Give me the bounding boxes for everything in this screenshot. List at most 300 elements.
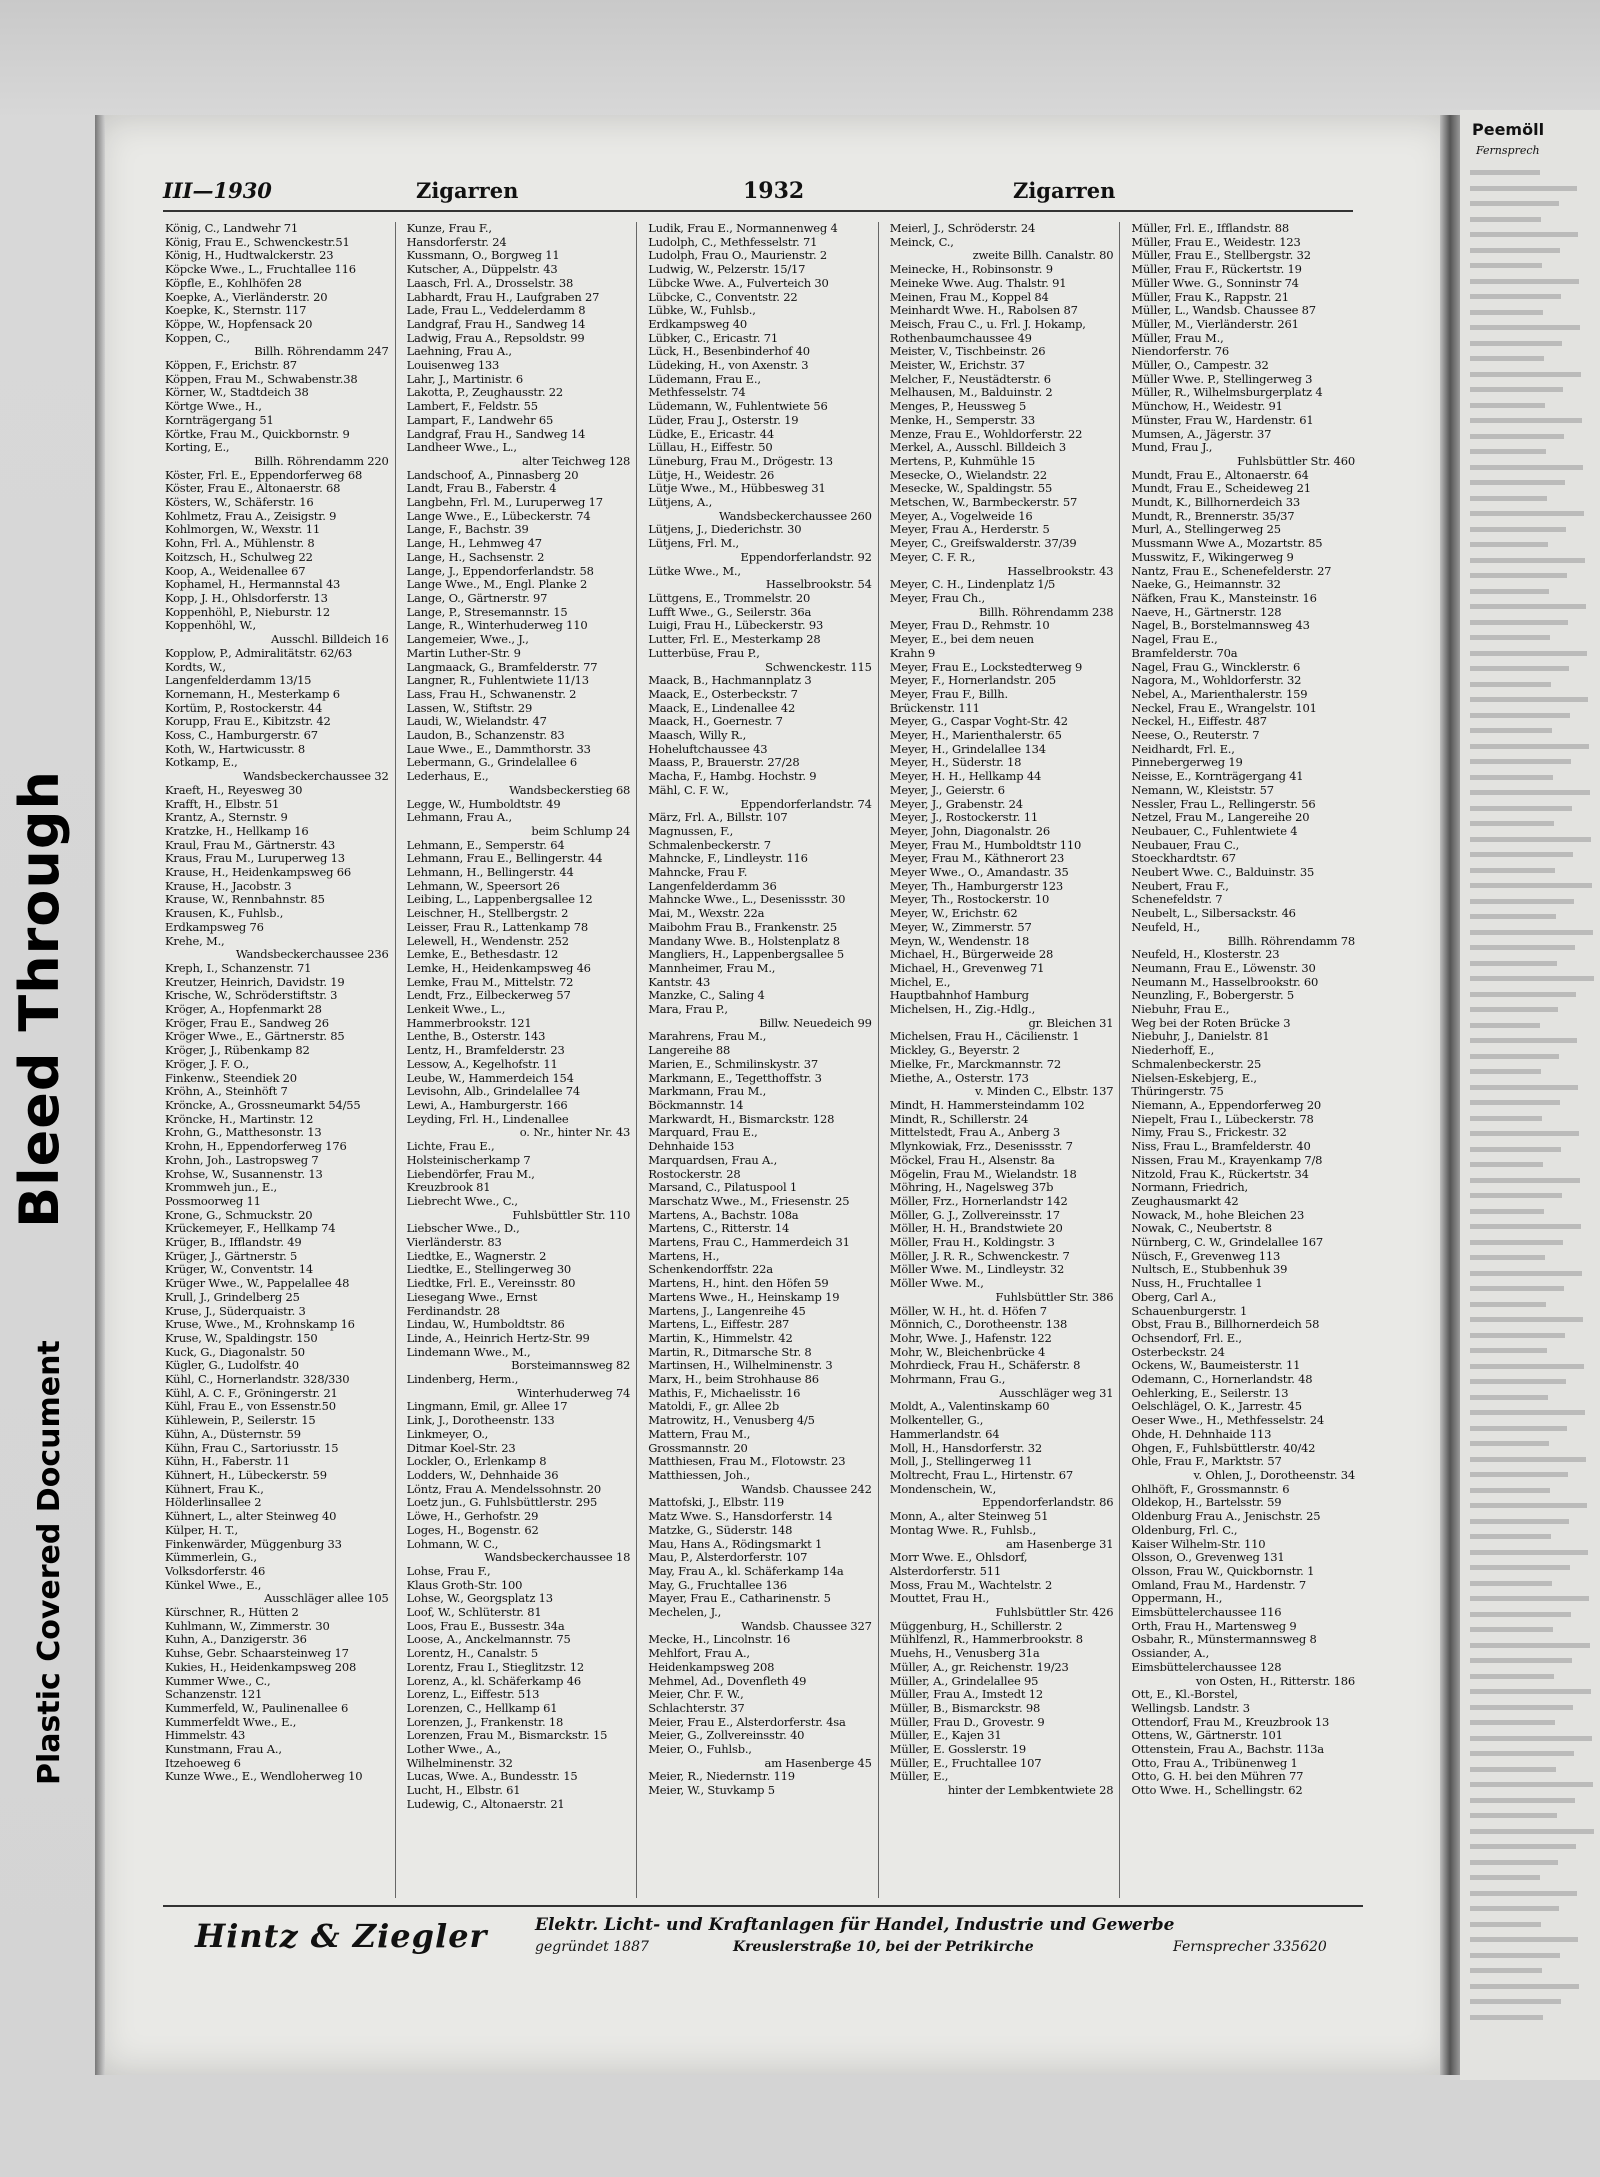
directory-entry: Grossmannstr. 20 xyxy=(648,1441,748,1455)
directory-entry: Lendt, Frz., Eilbeckerweg 57 xyxy=(406,989,571,1003)
directory-entry: Langemeier, Wwe., J., xyxy=(406,633,529,647)
directory-entry: Nitzold, Frau K., Rückertstr. 34 xyxy=(1131,1167,1309,1181)
adjacent-page-text-line xyxy=(1470,449,1546,454)
adjacent-page-text-line xyxy=(1470,325,1580,330)
directory-entry: Leyding, Frl. H., Lindenallee xyxy=(406,1112,569,1126)
directory-entry: Koppen, C., xyxy=(165,331,230,345)
directory-entry: Kummerfeld, W., Paulinenallee 6 xyxy=(165,1701,349,1715)
directory-entry: Mecke, H., Lincolnstr. 16 xyxy=(648,1633,791,1647)
directory-entry: Külper, H. T., xyxy=(165,1523,238,1537)
directory-entry: Olsson, Frau W., Quickbornstr. 1 xyxy=(1131,1564,1315,1578)
directory-entry: Maack, E., Osterbeckstr. 7 xyxy=(648,687,798,701)
directory-entry: Normann, Friedrich, xyxy=(1131,1181,1248,1195)
advertisement-banner xyxy=(163,1905,1363,1967)
directory-entry: Meyer, W., Erichstr. 62 xyxy=(889,907,1018,921)
directory-entry: Eimsbüttelerchaussee 128 xyxy=(1131,1660,1282,1674)
directory-entry: Schauenburgerstr. 1 xyxy=(1131,1304,1248,1318)
directory-entry: Meier, Frau E., Alsterdorferstr. 4sa xyxy=(648,1715,846,1729)
directory-entry: Mlynkowiak, Frz., Desenissstr. 7 xyxy=(889,1140,1073,1154)
directory-entry: Ochsendorf, Frl. E., xyxy=(1131,1331,1242,1345)
directory-entry: Schlachterstr. 37 xyxy=(648,1701,745,1715)
directory-entry: Matthiessen, Joh., xyxy=(648,1468,750,1482)
adjacent-page-text-line xyxy=(1470,1426,1567,1431)
directory-entry: Michael, H., Bürgerweide 28 xyxy=(889,948,1054,962)
adjacent-page-text-line xyxy=(1470,666,1569,671)
directory-entry: Mara, Frau P., xyxy=(648,1003,728,1017)
directory-entry: Mangliers, H., Lappenbergsallee 5 xyxy=(648,948,845,962)
directory-entry: Kraul, Frau M., Gärtnerstr. 43 xyxy=(165,838,336,852)
directory-entry: Müller, Frl. E., Ifflandstr. 88 xyxy=(1131,222,1289,235)
directory-entry: Neufeld, H., xyxy=(1131,920,1201,934)
directory-entry: Klaus Groth-Str. 100 xyxy=(406,1578,523,1592)
adjacent-page-text-line xyxy=(1470,403,1545,408)
directory-entry: Niebuhr, J., Danielstr. 81 xyxy=(1131,1030,1270,1044)
directory-entry: Mahncke Wwe., L., Desenissstr. 30 xyxy=(648,893,846,907)
directory-entry: Oeser Wwe., H., Methfesselstr. 24 xyxy=(1131,1414,1324,1428)
directory-entry: Marquardsen, Frau A., xyxy=(648,1153,778,1167)
adjacent-page-text-line xyxy=(1470,1643,1590,1648)
directory-entry: Melcher, F., Neustädterstr. 6 xyxy=(889,372,1051,386)
directory-entry: Liedtke, E., Wagnerstr. 2 xyxy=(406,1249,547,1263)
directory-entry: Lassen, W., Stiftstr. 29 xyxy=(406,701,533,715)
directory-entry: Krohn, G., Matthesonstr. 13 xyxy=(165,1126,322,1140)
directory-entry: Ottendorf, Frau M., Kreuzbrook 13 xyxy=(1131,1715,1330,1729)
directory-entry: Neckel, H., Eiffestr. 487 xyxy=(1131,715,1267,729)
directory-entry: Lehmann, H., Bellingerstr. 44 xyxy=(406,866,574,880)
directory-entry: Lorentz, Frau I., Stieglitzstr. 12 xyxy=(406,1660,585,1674)
adjacent-page-text-line xyxy=(1470,976,1594,981)
adjacent-page-text-line xyxy=(1470,1488,1550,1493)
directory-column xyxy=(888,222,1121,1898)
directory-entry: Kummerfeldt Wwe., E., xyxy=(165,1715,297,1729)
adjacent-page-text-line xyxy=(1470,310,1543,315)
directory-entry: Schwenckestr. 115 xyxy=(765,660,872,674)
directory-entry: Möhring, H., Nagelsweg 37b xyxy=(889,1181,1054,1195)
directory-entry: Lakotta, P., Zeughausstr. 22 xyxy=(406,386,563,400)
directory-entry: Meyer, Frau M., Humboldtstr 110 xyxy=(889,838,1082,852)
directory-entry: Mannheimer, Frau M., xyxy=(648,961,776,975)
directory-entry: Itzehoeweg 6 xyxy=(165,1756,241,1770)
directory-entry: Lemke, H., Heidenkampsweg 46 xyxy=(406,961,591,975)
directory-entry: Müggenburg, H., Schillerstr. 2 xyxy=(889,1619,1063,1633)
page-edge-shadow xyxy=(95,115,105,2075)
adjacent-page-text-line xyxy=(1470,852,1573,857)
directory-entry: Kraus, Frau M., Luruperweg 13 xyxy=(165,852,345,866)
directory-entry: Kröncke, H., Martinstr. 12 xyxy=(165,1112,314,1126)
directory-entry: Louisenweg 133 xyxy=(406,359,500,373)
adjacent-page-text-line xyxy=(1470,418,1582,423)
directory-entry: Matzke, G., Süderstr. 148 xyxy=(648,1523,793,1537)
directory-entry: Kopplow, P., Admiralitätstr. 62/63 xyxy=(165,646,353,660)
directory-entry: Monn, A., alter Steinweg 51 xyxy=(889,1510,1049,1524)
adjacent-page-text-line xyxy=(1470,341,1562,346)
adjacent-page-text-line xyxy=(1470,1565,1570,1570)
adjacent-page-text-line xyxy=(1470,356,1544,361)
directory-entry: Oehlerking, E., Seilerstr. 13 xyxy=(1131,1386,1289,1400)
section-heading-right: Zigarren xyxy=(1013,178,1116,203)
directory-entry: Meyer, Frau D., Rehmstr. 10 xyxy=(889,619,1050,633)
adjacent-page-text-line xyxy=(1470,1348,1547,1353)
directory-entry: Molkenteller, G., xyxy=(889,1414,984,1428)
directory-entry: Laehning, Frau A., xyxy=(406,345,512,359)
directory-entry: Ladwig, Frau A., Repsoldstr. 99 xyxy=(406,331,585,345)
directory-entry: Martens Wwe., H., Heinskamp 19 xyxy=(648,1290,840,1304)
directory-entry: Mundt, Frau E., Scheideweg 21 xyxy=(1131,482,1311,496)
directory-entry: Lingmann, Emil, gr. Allee 17 xyxy=(406,1400,568,1414)
directory-entry: Lange, H., Lehmweg 47 xyxy=(406,537,542,551)
directory-entry: Finkenw., Steendiek 20 xyxy=(165,1071,297,1085)
directory-entry: Landheer Wwe., L., xyxy=(406,441,517,455)
adjacent-page-text-line xyxy=(1470,775,1553,780)
directory-entry: Nielsen-Eskebjerg, E., xyxy=(1131,1071,1257,1085)
adjacent-page-text-line xyxy=(1470,263,1542,268)
directory-entry: Martens, H., hint. den Höfen 59 xyxy=(648,1277,829,1291)
adjacent-page-text-line xyxy=(1470,1999,1561,2004)
directory-entry: Meyer, C. H., Lindenplatz 1/5 xyxy=(889,578,1056,592)
directory-entry: Neumann, Frau E., Löwenstr. 30 xyxy=(1131,961,1316,975)
directory-entry: May, G., Fruchtallee 136 xyxy=(648,1578,787,1592)
adjacent-page-text-line xyxy=(1470,651,1587,656)
directory-entry: Lüttgens, E., Trommelstr. 20 xyxy=(648,591,811,605)
adjacent-page-text-line xyxy=(1470,1364,1584,1369)
directory-entry: Nagel, B., Borstelmannsweg 43 xyxy=(1131,619,1310,633)
adjacent-page-text-line xyxy=(1470,992,1576,997)
directory-entry: Lahr, J., Martinistr. 6 xyxy=(406,372,524,386)
directory-entry: Lüneburg, Frau M., Drögestr. 13 xyxy=(648,454,833,468)
adjacent-page-text-line xyxy=(1470,868,1555,873)
directory-entry: Künkel Wwe., E., xyxy=(165,1578,262,1592)
directory-entry: Möller, W. H., ht. d. Höfen 7 xyxy=(889,1304,1047,1318)
directory-entry: Lange, H., Sachsenstr. 2 xyxy=(406,550,545,564)
directory-entry: Musswitz, F., Wikingerweg 9 xyxy=(1131,550,1294,564)
directory-entry: Krische, W., Schröderstiftstr. 3 xyxy=(165,989,338,1003)
directory-entry: Kreutzer, Heinrich, Davidstr. 19 xyxy=(165,975,345,989)
plastic-covered-label: Plastic Covered Document xyxy=(32,1340,67,1785)
directory-entry: Martin Luther-Str. 9 xyxy=(406,646,521,660)
directory-entry: Billh. Röhrendamm 238 xyxy=(979,605,1114,619)
adjacent-page-heading: Peemöll xyxy=(1472,120,1545,139)
directory-entry: Müller, B., Bismarckstr. 98 xyxy=(889,1701,1041,1715)
adjacent-page-fragment xyxy=(1460,110,1600,2080)
adjacent-page-text-line xyxy=(1470,620,1568,625)
directory-entry: Krone, G., Schmuckstr. 20 xyxy=(165,1208,313,1222)
directory-entry: Köster, Frl. E., Eppendorferweg 68 xyxy=(165,468,363,482)
directory-entry: von Osten, H., Ritterstr. 186 xyxy=(1195,1674,1355,1688)
directory-entry: Marquard, Frau E., xyxy=(648,1126,758,1140)
directory-entry: Kantstr. 43 xyxy=(648,975,711,989)
directory-entry: Lemke, Frau M., Mittelstr. 72 xyxy=(406,975,574,989)
directory-entry: Metschen, W., Barmbeckerstr. 57 xyxy=(889,496,1078,510)
directory-entry: Oelschlägel, O. K., Jarrestr. 45 xyxy=(1131,1400,1302,1414)
directory-entry: Mohrmann, Frau G., xyxy=(889,1373,1006,1387)
adjacent-page-text-line xyxy=(1470,1007,1558,1012)
adjacent-page-text-line xyxy=(1470,542,1548,547)
directory-entry: König, C., Landwehr 71 xyxy=(165,222,299,235)
adjacent-page-text-line xyxy=(1470,2015,1543,2020)
directory-entry: Ludolph, Frau O., Maurienstr. 2 xyxy=(648,249,827,263)
directory-entry: Moll, J., Stellingerweg 11 xyxy=(889,1455,1033,1469)
adjacent-page-text-line xyxy=(1470,1147,1561,1152)
directory-entry: Meyer, H. H., Hellkamp 44 xyxy=(889,770,1042,784)
directory-entry: Kühl, A. C. F., Gröningerstr. 21 xyxy=(165,1386,338,1400)
adjacent-page-text-line xyxy=(1470,217,1541,222)
directory-entry: Müller, O., Campestr. 32 xyxy=(1131,359,1269,373)
adjacent-page-text-line xyxy=(1470,1302,1546,1307)
directory-entry: Kümmerlein, G., xyxy=(165,1551,257,1565)
directory-entry: Wandsbeckerstieg 68 xyxy=(509,783,631,797)
adjacent-page-text-line xyxy=(1470,1937,1578,1942)
directory-entry: Neumann M., Hasselbrookstr. 60 xyxy=(1131,975,1319,989)
directory-entry: Lohse, Frau F., xyxy=(406,1564,491,1578)
directory-entry: Meinen, Frau M., Koppel 84 xyxy=(889,290,1049,304)
directory-entry: Kühn, A., Düsternstr. 59 xyxy=(165,1427,301,1441)
directory-entry: Meyer, J., Grabenstr. 24 xyxy=(889,797,1023,811)
directory-entry: Lentz, H., Bramfelderstr. 23 xyxy=(406,1044,565,1058)
directory-entry: Fuhlsbüttler Str. 426 xyxy=(995,1606,1114,1620)
adjacent-page-text-line xyxy=(1470,1519,1569,1524)
adjacent-page-text-line xyxy=(1470,294,1561,299)
adjacent-page-text-line xyxy=(1470,1503,1587,1508)
directory-entry: Menges, P., Heussweg 5 xyxy=(889,400,1027,414)
directory-entry: Meineke Wwe. Aug. Thalstr. 91 xyxy=(889,276,1067,290)
directory-entry: Kortüm, P., Rostockerstr. 44 xyxy=(165,701,323,715)
directory-entry: Maass, P., Brauerstr. 27/28 xyxy=(648,756,800,770)
directory-entry: Körtke, Frau M., Quickbornstr. 9 xyxy=(165,427,350,441)
directory-entry: Marschatz Wwe., M., Friesenstr. 25 xyxy=(648,1194,850,1208)
directory-entry: Mund, Frau J., xyxy=(1131,441,1213,455)
directory-entry: Loetz jun., G. Fuhlsbüttlerstr. 295 xyxy=(406,1496,598,1510)
directory-entry: Müller, A., gr. Reichenstr. 19/23 xyxy=(889,1660,1069,1674)
directory-entry: Langner, R., Fuhlentwiete 11/13 xyxy=(406,674,589,688)
directory-entry: Löwe, H., Gerhofstr. 29 xyxy=(406,1510,539,1524)
adjacent-page-text-line xyxy=(1470,1441,1549,1446)
directory-entry: Marien, E., Schmilinskystr. 37 xyxy=(648,1057,819,1071)
directory-entry: alter Teichweg 128 xyxy=(521,454,631,468)
book-gutter xyxy=(1440,115,1460,2075)
directory-entry: Otto, G. H. bei den Mühren 77 xyxy=(1131,1770,1304,1784)
directory-entry: Martin, K., Himmelstr. 42 xyxy=(648,1331,793,1345)
directory-entry: Neese, O., Reuterstr. 7 xyxy=(1131,729,1260,743)
directory-entry: Wandsbeckerchaussee 18 xyxy=(484,1551,631,1565)
directory-entry: Meyer, W., Zimmerstr. 57 xyxy=(889,920,1032,934)
directory-entry: Matthiesen, Frau M., Flotowstr. 23 xyxy=(648,1455,846,1469)
directory-entry: Lütje Wwe., M., Hübbesweg 31 xyxy=(648,482,826,496)
directory-entry: Kröger, Frau E., Sandweg 26 xyxy=(165,1016,329,1030)
directory-entry: Marahrens, Frau M., xyxy=(648,1030,767,1044)
directory-entry: Kophamel, H., Hermannstal 43 xyxy=(165,578,341,592)
directory-entry: Meinhardt Wwe. H., Rabolsen 87 xyxy=(889,304,1078,318)
directory-entry: Mögelin, Frau M., Wielandstr. 18 xyxy=(889,1167,1077,1181)
directory-entry: Billh. Röhrendamm 220 xyxy=(254,454,389,468)
directory-entry: Nagora, M., Wohldorferstr. 32 xyxy=(1131,674,1302,688)
directory-entry: Ossiander, A., xyxy=(1131,1647,1210,1661)
directory-entry: Lange, R., Winterhuderweg 110 xyxy=(406,619,588,633)
directory-entry: Köppen, Frau M., Schwabenstr.38 xyxy=(165,372,358,386)
directory-entry: Bramfelderstr. 70a xyxy=(1131,646,1238,660)
directory-entry: Kühn, H., Faberstr. 11 xyxy=(165,1455,290,1469)
directory-entry: Oldekop, H., Bartelsstr. 59 xyxy=(1131,1496,1282,1510)
directory-entry: Koppenhöhl, P., Nieburstr. 12 xyxy=(165,605,330,619)
directory-entry: Lehmann, W., Speersort 26 xyxy=(406,879,560,893)
directory-entry: Liesegang Wwe., Ernst xyxy=(406,1290,538,1304)
adjacent-page-text-line xyxy=(1470,1472,1568,1477)
directory-entry: Linkmeyer, O., xyxy=(406,1427,489,1441)
directory-entry: Meister, W., Erichstr. 37 xyxy=(889,359,1025,373)
directory-entry: Leibing, L., Lappenbergsallee 12 xyxy=(406,893,593,907)
directory-entry: Moldt, A., Valentinskamp 60 xyxy=(889,1400,1050,1414)
directory-entry: Matoldi, F., gr. Allee 2b xyxy=(648,1400,780,1414)
directory-entry: Lutterbüse, Frau P., xyxy=(648,646,760,660)
directory-entry: Müller, M., Vierländerstr. 261 xyxy=(1131,317,1299,331)
directory-entry: Kutscher, A., Düppelstr. 43 xyxy=(406,263,558,277)
directory-entry: Lass, Frau H., Schwanenstr. 2 xyxy=(406,687,577,701)
directory-entry: Meierl, J., Schröderstr. 24 xyxy=(889,222,1036,235)
adjacent-page-text-line xyxy=(1470,465,1583,470)
adjacent-page-text-line xyxy=(1470,248,1560,253)
directory-entry: Meinecke, H., Robinsonstr. 9 xyxy=(889,263,1053,277)
directory-entry: Wandsb. Chaussee 327 xyxy=(741,1619,872,1633)
directory-entry: Kordts, W., xyxy=(165,660,226,674)
directory-entry: Köster, Frau E., Altonaerstr. 68 xyxy=(165,482,341,496)
directory-entry: Morr Wwe. E., Ohlsdorf, xyxy=(889,1551,1028,1565)
directory-entry: Kussmann, O., Borgweg 11 xyxy=(406,249,560,263)
directory-entry: Naeke, G., Heimannstr. 32 xyxy=(1131,578,1281,592)
adjacent-page-text-line xyxy=(1470,1658,1572,1663)
directory-entry: Krause, H., Heidenkampsweg 66 xyxy=(165,866,351,880)
directory-entry: Oppermann, H., xyxy=(1131,1592,1223,1606)
directory-entry: Kohlmorgen, W., Wexstr. 11 xyxy=(165,523,320,537)
directory-entry: Maibohm Frau B., Frankenstr. 25 xyxy=(648,920,837,934)
advertiser-address: Kreuslerstraße 10, bei der Petrikirche xyxy=(733,1939,1034,1955)
directory-entry: Maack, E., Lindenallee 42 xyxy=(648,701,796,715)
directory-entry: Moss, Frau M., Wachtelstr. 2 xyxy=(889,1578,1053,1592)
directory-entry: Oldenburg Frau A., Jenischstr. 25 xyxy=(1131,1510,1321,1524)
directory-entry: Schanzenstr. 121 xyxy=(165,1688,263,1702)
directory-entry: Nowack, M., hohe Bleichen 23 xyxy=(1131,1208,1305,1222)
directory-entry: Müller, R., Wilhelmsburgerplatz 4 xyxy=(1131,386,1323,400)
directory-entry: Fuhlsbüttler Str. 110 xyxy=(512,1208,631,1222)
directory-entry: Möller Wwe. M., xyxy=(889,1277,984,1291)
adjacent-page-text-line xyxy=(1470,1550,1588,1555)
directory-entry: Niemann, A., Eppendorferweg 20 xyxy=(1131,1099,1322,1112)
directory-entry: Kopp, J. H., Ohlsdorferstr. 13 xyxy=(165,591,328,605)
directory-entry: Neufeld, H., Klosterstr. 23 xyxy=(1131,948,1280,962)
directory-entry: Mai, M., Wexstr. 22a xyxy=(648,907,765,921)
directory-entry: am Hasenberge 31 xyxy=(1006,1537,1114,1551)
directory-entry: Mussmann Wwe A., Mozartstr. 85 xyxy=(1131,537,1323,551)
directory-entry: Ferdinandstr. 28 xyxy=(406,1304,500,1318)
directory-entry: Mau, P., Alsterdorferstr. 107 xyxy=(648,1551,808,1565)
directory-entry: beim Schlump 24 xyxy=(531,824,631,838)
directory-entry: Lorenzen, Frau M., Bismarckstr. 15 xyxy=(406,1729,608,1743)
directory-entry: Krantz, A., Sternstr. 9 xyxy=(165,811,288,825)
directory-entry: Müller, Frau F., Rückertstr. 19 xyxy=(1131,263,1302,277)
directory-entry: Landt, Frau B., Faberstr. 4 xyxy=(406,482,557,496)
adjacent-page-text-line xyxy=(1470,899,1574,904)
directory-entry: Müller, E., Fruchtallee 107 xyxy=(889,1756,1042,1770)
directory-entry: König, H., Hudtwalckerstr. 23 xyxy=(165,249,334,263)
directory-entry: Ohle, Frau F., Marktstr. 57 xyxy=(1131,1455,1282,1469)
directory-entry: Lehmann, Frau A., xyxy=(406,811,512,825)
directory-column xyxy=(405,222,638,1898)
directory-entry: Meyer, Frau A., Herderstr. 5 xyxy=(889,523,1050,537)
directory-entry: Lockler, O., Erlenkamp 8 xyxy=(406,1455,547,1469)
directory-entry: Lorenzen, J., Frankenstr. 18 xyxy=(406,1715,564,1729)
directory-entry: Hasselbrookstr. 43 xyxy=(1007,564,1114,578)
directory-entry: v. Ohlen, J., Dorotheenstr. 34 xyxy=(1193,1468,1355,1482)
directory-entry: Maasch, Willy R., xyxy=(648,729,747,743)
directory-entry: o. Nr., hinter Nr. 43 xyxy=(519,1126,631,1140)
adjacent-page-text-line xyxy=(1470,1054,1559,1059)
directory-entry: Fuhlsbüttler Str. 386 xyxy=(995,1290,1114,1304)
adjacent-page-text-line xyxy=(1470,1689,1591,1694)
directory-entry: Mayer, Frau E., Catharinenstr. 5 xyxy=(648,1592,831,1606)
directory-entry: Lehmann, Frau E., Bellingerstr. 44 xyxy=(406,852,603,866)
directory-entry: Lüdeking, H., von Axenstr. 3 xyxy=(648,359,809,373)
adjacent-page-text-line xyxy=(1470,1534,1551,1539)
directory-entry: Köpfle, E., Kohlhöfen 28 xyxy=(165,276,302,290)
directory-entry: Krüger Wwe., W., Pappelallee 48 xyxy=(165,1277,350,1291)
section-heading-left: Zigarren xyxy=(416,178,519,203)
directory-entry: Schenkendorffstr. 22a xyxy=(648,1263,773,1277)
directory-entry: Meinck, C., xyxy=(889,235,954,249)
directory-entry: Neisse, E., Kornträgergang 41 xyxy=(1131,770,1304,784)
directory-entry: Landgraf, Frau H., Sandweg 14 xyxy=(406,317,586,331)
directory-entry: Martens, L., Eiffestr. 287 xyxy=(648,1318,790,1332)
directory-entry: Müller Wwe. G., Sonninstr 74 xyxy=(1131,276,1299,290)
directory-entry: König, Frau E., Schwenckestr.51 xyxy=(165,235,350,249)
directory-entry: Markwardt, H., Bismarckstr. 128 xyxy=(648,1112,835,1126)
directory-entry: Meister, V., Tischbeinstr. 26 xyxy=(889,345,1046,359)
directory-entry: Neubert, Frau F., xyxy=(1131,879,1229,893)
directory-entry: Müller, Frau E., Stellbergstr. 32 xyxy=(1131,249,1311,263)
directory-entry: Niss, Frau L., Bramfelderstr. 40 xyxy=(1131,1140,1311,1154)
directory-entry: Kröger Wwe., E., Gärtnerstr. 85 xyxy=(165,1030,345,1044)
directory-entry: Erdkampsweg 40 xyxy=(648,317,747,331)
directory-entry: Nagel, Frau E., xyxy=(1131,633,1218,647)
directory-entry: Ausschläger allee 105 xyxy=(264,1592,389,1606)
adjacent-page-text-line xyxy=(1470,1457,1586,1462)
adjacent-page-text-line xyxy=(1470,1069,1541,1074)
adjacent-page-text-line xyxy=(1470,1224,1581,1229)
directory-entry: Krohse, W., Susannenstr. 13 xyxy=(165,1167,323,1181)
directory-entry: Meyer, H., Marienthalerstr. 65 xyxy=(889,729,1062,743)
adjacent-page-text-line xyxy=(1470,837,1591,842)
directory-entry: Müller, E., Kajen 31 xyxy=(889,1729,1002,1743)
directory-entry: Löntz, Frau A. Mendelssohnstr. 20 xyxy=(406,1482,602,1496)
directory-entry: Lenthe, B., Osterstr. 143 xyxy=(406,1030,546,1044)
directory-entry: Meyer, Frau M., Käthnerort 23 xyxy=(889,852,1065,866)
directory-entry: Neubauer, C., Fuhlentwiete 4 xyxy=(1131,824,1298,838)
bleed-through-label: Bleed Through xyxy=(8,770,71,1228)
directory-entry: Leisser, Frau R., Lattenkamp 78 xyxy=(406,920,589,934)
directory-entry: Martens, C., Ritterstr. 14 xyxy=(648,1222,790,1236)
directory-entry: Michel, E., xyxy=(889,975,951,989)
directory-entry: Odemann, C., Hornerlandstr. 48 xyxy=(1131,1373,1313,1387)
directory-entry: Neubelt, L., Silbersackstr. 46 xyxy=(1131,907,1296,921)
directory-column xyxy=(1129,222,1361,1898)
adjacent-page-text-line xyxy=(1470,1674,1554,1679)
directory-entry: Lange, P., Stresemannstr. 15 xyxy=(406,605,568,619)
adjacent-page-text-line xyxy=(1470,1085,1578,1090)
directory-entry: Ottens, W., Gärtnerstr. 101 xyxy=(1131,1729,1283,1743)
directory-entry: Mönnich, C., Dorotheenstr. 138 xyxy=(889,1318,1068,1332)
adjacent-page-text-line xyxy=(1470,604,1586,609)
directory-entry: Krommweh jun., E., xyxy=(165,1181,277,1195)
adjacent-page-text-line xyxy=(1470,1286,1564,1291)
directory-entry: Nimy, Frau S., Frickestr. 32 xyxy=(1131,1126,1287,1140)
adjacent-page-text-line xyxy=(1470,930,1593,935)
